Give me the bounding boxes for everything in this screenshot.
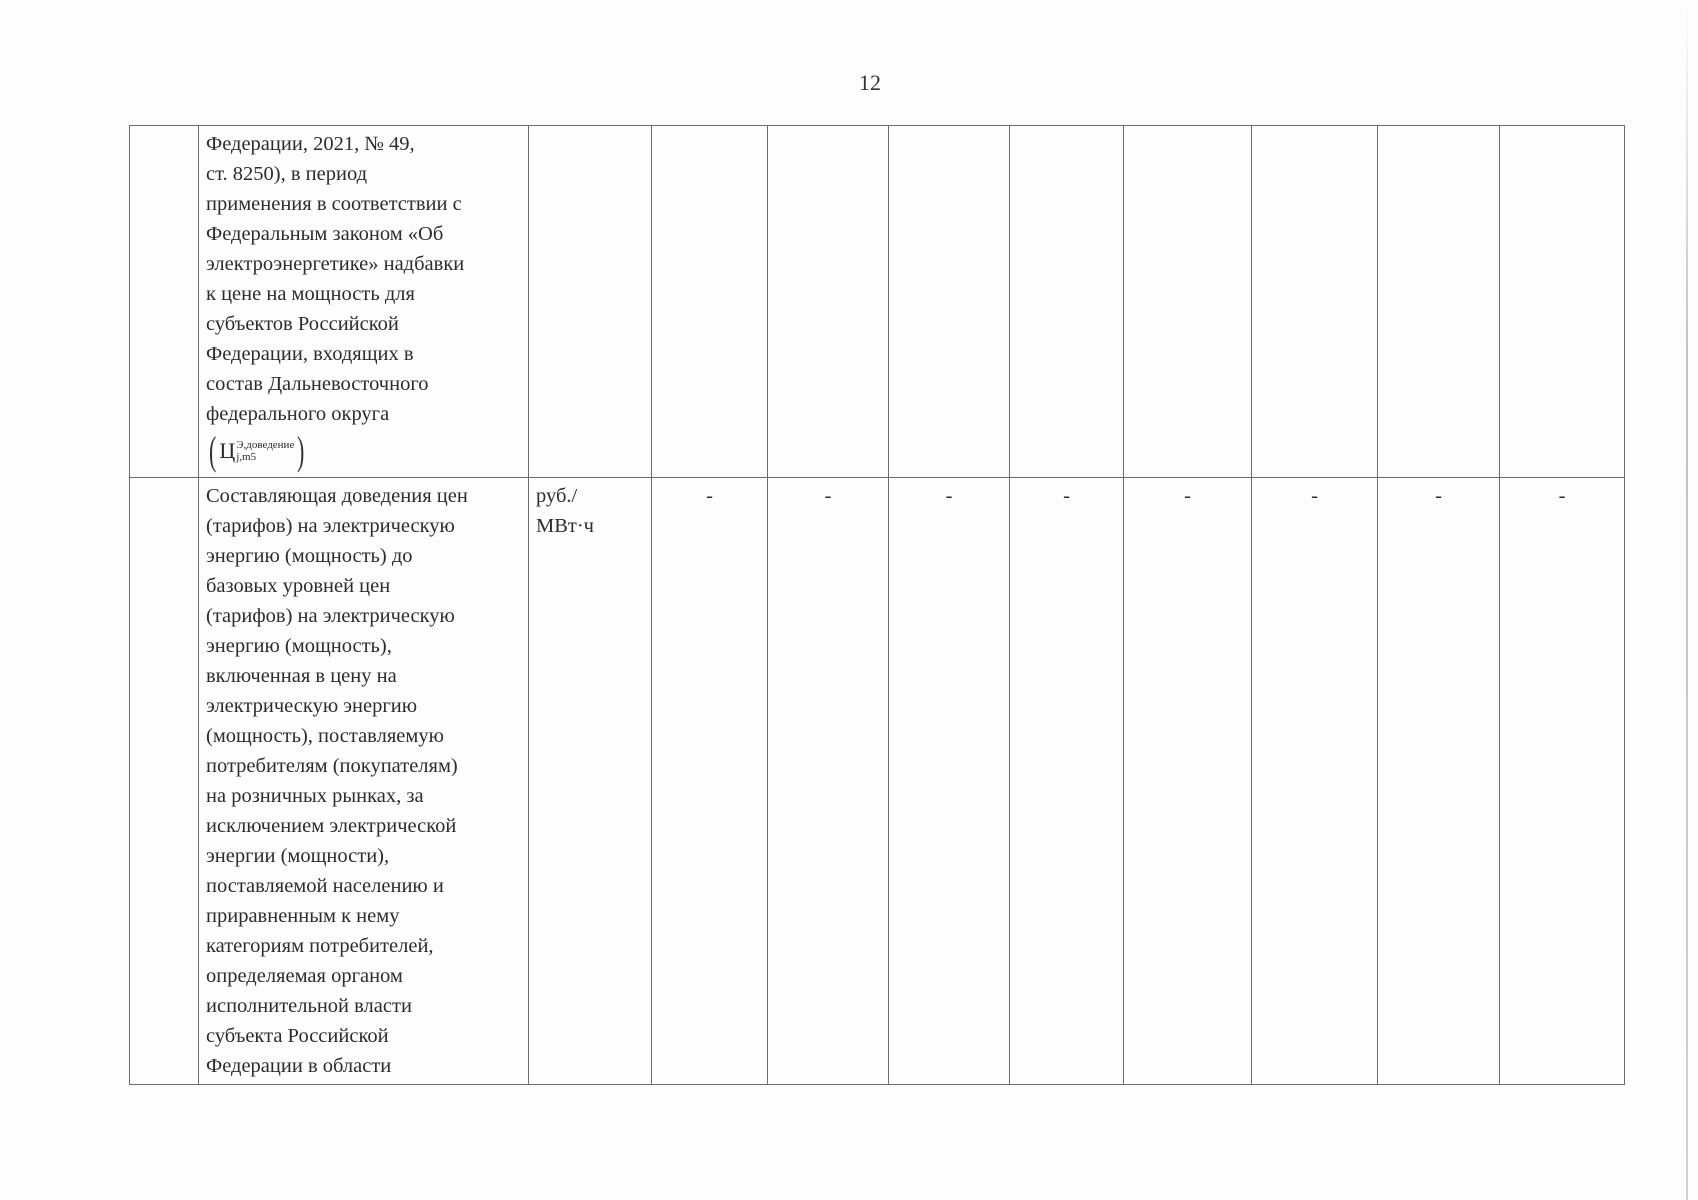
table-row <box>130 478 1625 1085</box>
description-line: Федерации в области <box>206 1055 392 1077</box>
description-line: Федерации, входящих в <box>206 343 414 365</box>
unit-cell <box>529 126 652 478</box>
value-cell: - <box>1378 478 1500 1085</box>
description-line: состав Дальневосточного <box>206 373 429 395</box>
tariff-table <box>129 125 1625 1085</box>
description-line: федерального округа <box>206 403 390 425</box>
description-line: включенная в цену на <box>206 665 397 687</box>
description-line: энергию (мощность) до <box>206 545 413 567</box>
value-cell: - <box>1252 478 1378 1085</box>
description-line: (мощность), поставляемую <box>206 725 444 747</box>
value-cell <box>768 126 889 478</box>
value-cell: - <box>889 478 1010 1085</box>
scan-edge <box>1686 0 1688 1200</box>
row-number-cell <box>130 126 199 478</box>
value-cell <box>889 126 1010 478</box>
formula-subscript: j,m5 <box>236 451 257 463</box>
value-cell: - <box>1500 478 1625 1085</box>
unit-line: руб./ <box>536 485 578 507</box>
value-cell: - <box>652 478 768 1085</box>
description-line: Федеральным законом «Об <box>206 223 444 245</box>
value-cell <box>652 126 768 478</box>
row-number-cell <box>130 478 199 1085</box>
value-cell <box>1124 126 1252 478</box>
description-line: применения в соответствии с <box>206 193 462 215</box>
description-line: (тарифов) на электрическую <box>206 605 455 627</box>
unit-cell <box>529 478 652 1085</box>
description-line: исполнительной власти <box>206 995 412 1017</box>
description-line: Федерации, 2021, № 49, <box>206 133 415 155</box>
description-line: (тарифов) на электрическую <box>206 515 455 537</box>
formula-symbol: Ц <box>219 438 236 463</box>
right-parenthesis: ) <box>297 428 305 473</box>
description-cell <box>199 126 529 478</box>
description-line: ст. 8250), в период <box>206 163 368 185</box>
value-cell <box>1252 126 1378 478</box>
page-number: 12 <box>859 70 881 95</box>
description-line: электрическую энергию <box>206 695 418 717</box>
description-line: субъекта Российской <box>206 1025 389 1047</box>
description-line: категориям потребителей, <box>206 935 434 957</box>
description-line: приравненным к нему <box>206 905 400 927</box>
description-line: потребителям (покупателям) <box>206 755 458 777</box>
description-line: энергии (мощности), <box>206 845 390 867</box>
description-line: энергию (мощность), <box>206 635 392 657</box>
value-cell <box>1010 126 1124 478</box>
table-row <box>130 126 1625 478</box>
description-line: исключением электрической <box>206 815 457 837</box>
description-line: базовых уровней цен <box>206 575 391 597</box>
description-line: электроэнергетике» надбавки <box>206 253 465 275</box>
description-line: на розничных рынках, за <box>206 785 424 807</box>
description-line: Составляющая доведения цен <box>206 485 468 507</box>
value-cell <box>1378 126 1500 478</box>
description-line: определяемая органом <box>206 965 403 987</box>
value-cell: - <box>768 478 889 1085</box>
description-line: к цене на мощность для <box>206 283 415 305</box>
description-line: поставляемой населению и <box>206 875 444 897</box>
value-cell <box>1500 126 1625 478</box>
unit-line: МВт·ч <box>536 515 594 537</box>
formula-superscript: Э,доведение <box>236 439 295 451</box>
price-formula <box>206 428 308 473</box>
description-line: субъектов Российской <box>206 313 399 335</box>
description-cell <box>199 478 529 1085</box>
value-cell: - <box>1010 478 1124 1085</box>
value-cell: - <box>1124 478 1252 1085</box>
left-parenthesis: ( <box>208 428 217 473</box>
